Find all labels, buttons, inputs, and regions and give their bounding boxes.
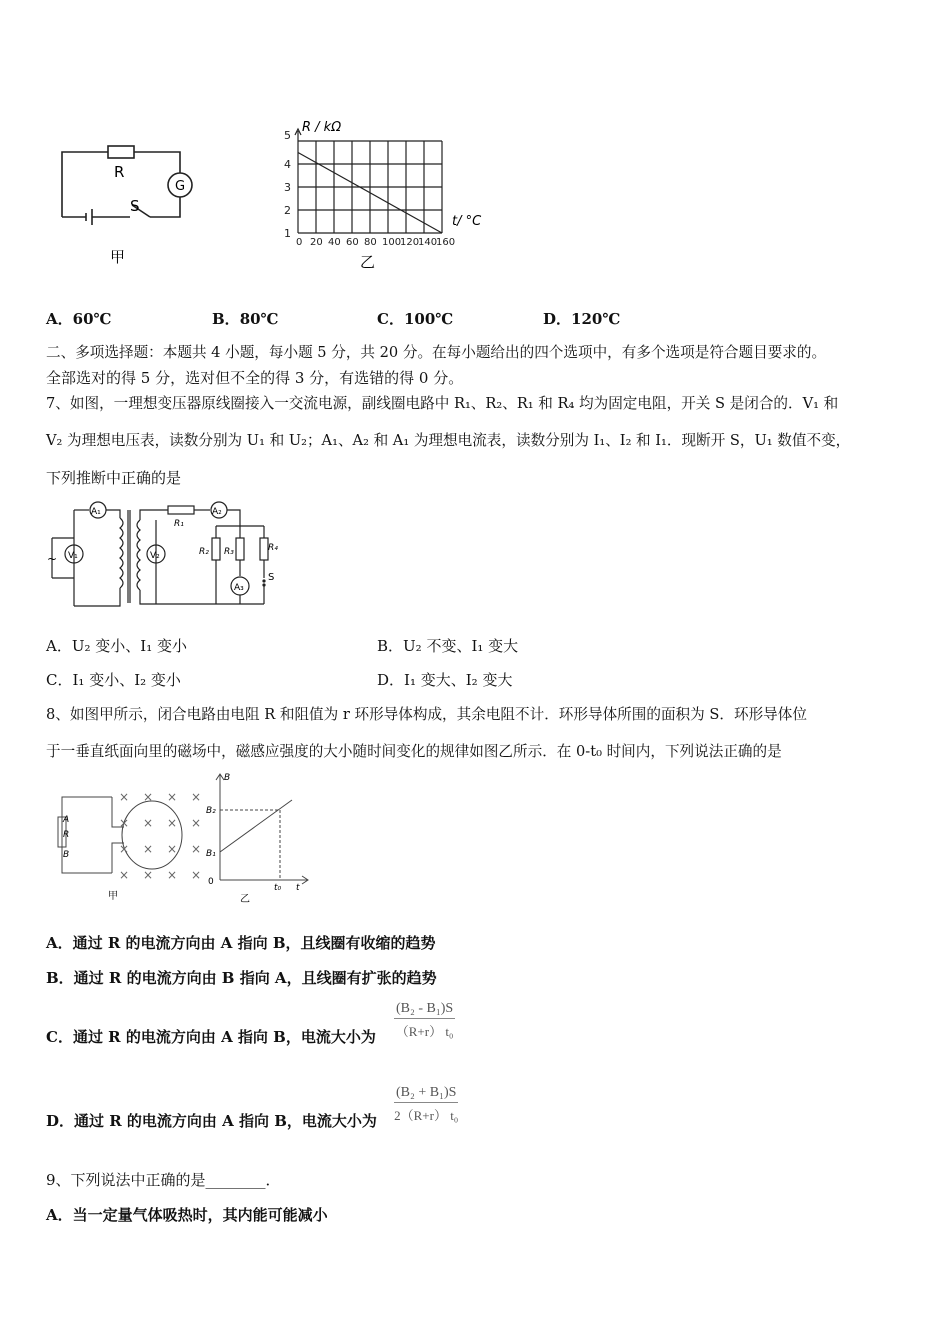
q8-yi-t0: t₀ [274, 883, 282, 893]
q7-option-b[interactable]: B．U₂ 不变、I₁ 变大 [377, 637, 519, 655]
q6-y-tick: 1 [284, 227, 291, 240]
q8-option-d-numerator: (B₂ + B₁)S [394, 1085, 458, 1103]
q7-label-a3: A₃ [234, 583, 244, 593]
section2-instructions-line2: 全部选对的得 5 分，选对但不全的得 3 分，有选错的得 0 分。 [46, 369, 464, 387]
q8-option-c-numerator: (B₂ - B₁)S [394, 1001, 455, 1019]
q6-y-tick: 4 [284, 158, 291, 171]
q6-x-tick: 140 [418, 237, 438, 248]
q7-label-a2: A₂ [212, 507, 222, 517]
q8-yi-b2: B₂ [206, 806, 216, 816]
q6-yi-x-label: t/ °C [452, 214, 482, 229]
q8-graph-yi-figure [200, 768, 320, 908]
q9-option-a[interactable]: A．当一定量气体吸热时，其内能可能减小 [46, 1206, 328, 1224]
magnetic-field-cross-icon: × [191, 816, 202, 830]
q8-option-d[interactable]: D．通过 R 的电流方向由 A 指向 B，电流大小为 [46, 1112, 377, 1130]
magnetic-field-cross-icon: × [119, 868, 130, 882]
q6-x-tick: 80 [364, 237, 377, 248]
q6-option-b[interactable]: B．80℃ [212, 310, 279, 328]
magnetic-field-cross-icon: × [143, 842, 154, 856]
q8-jia-caption: 甲 [108, 891, 118, 902]
q6-jia-label-S: S [130, 197, 140, 215]
q8-option-c-fraction [394, 1001, 455, 1040]
q8-stem-line2: 于一垂直纸面向里的磁场中，磁感应强度的大小随时间变化的规律如图乙所示．在 0-t₀ 时间内，下列说法正确的是 [46, 743, 782, 760]
q8-yi-x-label: t [296, 883, 300, 893]
q6-jia-caption: 甲 [110, 248, 126, 266]
q6-y-tick: 5 [284, 129, 291, 142]
q7-label-r1: R₁ [174, 519, 184, 529]
q6-circuit-jia-figure [50, 135, 200, 270]
magnetic-field-cross-icon: × [143, 790, 154, 804]
magnetic-field-cross-icon: × [119, 816, 130, 830]
q6-option-c[interactable]: C．100℃ [377, 310, 454, 328]
q8-jia-label-b: B [63, 850, 70, 860]
q8-option-d-fraction [394, 1085, 458, 1124]
magnetic-field-cross-icon: × [143, 816, 154, 830]
q7-label-r2: R₂ [199, 547, 209, 557]
q6-option-a[interactable]: A．60℃ [46, 310, 112, 328]
q6-yi-y-label: R / kΩ [302, 120, 342, 135]
q8-loop-jia-figure [50, 785, 200, 910]
q6-option-d[interactable]: D．120℃ [543, 310, 621, 328]
magnetic-field-cross-icon: × [119, 790, 130, 804]
q8-yi-b1: B₁ [206, 849, 216, 859]
q7-transformer-circuit-figure [44, 498, 294, 610]
q6-graph-yi-figure [282, 115, 492, 275]
magnetic-field-cross-icon: × [191, 868, 202, 882]
q6-x-tick: 40 [328, 237, 341, 248]
q8-stem-line1: 8、如图甲所示，闭合电路由电阻 R 和阻值为 r 环形导体构成，其余电阻不计．环形导体所围的面积为 S．环形导体位 [46, 706, 807, 723]
q7-stem-line1: 7、如图，一理想变压器原线圈接入一交流电源，副线圈电路中 R₁、R₂、R₁ 和 R₄ 均为固定电阻，开关 S 是闭合的．V₁ 和 [46, 395, 839, 412]
q8-jia-label-r: R [63, 830, 70, 840]
q7-option-c[interactable]: C．I₁ 变小、I₂ 变小 [46, 671, 181, 689]
section2-instructions-line1: 二、多项选择题：本题共 4 小题，每小题 5 分，共 20 分。在每小题给出的四个选项中，有多个选项是符合题目要求的。 [46, 344, 827, 361]
q7-label-s: S [268, 572, 275, 583]
q6-x-tick: 60 [346, 237, 359, 248]
q6-x-tick: 120 [400, 237, 420, 248]
magnetic-field-cross-icon: × [191, 790, 202, 804]
q6-y-tick: 2 [284, 204, 291, 217]
q6-x-tick: 100 [382, 237, 402, 248]
q7-option-a[interactable]: A．U₂ 变小、I₁ 变小 [46, 637, 187, 655]
q6-yi-caption: 乙 [360, 253, 376, 271]
q8-option-b[interactable]: B．通过 R 的电流方向由 B 指向 A，且线圈有扩张的趋势 [46, 969, 437, 987]
q8-option-c[interactable]: C．通过 R 的电流方向由 A 指向 B，电流大小为 [46, 1028, 376, 1046]
q8-yi-caption: 乙 [240, 894, 250, 905]
q8-yi-y-label: B [224, 773, 231, 783]
q7-stem-line2: V₂ 为理想电压表，读数分别为 U₁ 和 U₂；A₁、A₂ 和 A₁ 为理想电流表，读数分别为 I₁、I₂ 和 I₁．现断开 S，U₁ 数值不变， [46, 432, 851, 449]
q6-x-tick: 20 [310, 237, 323, 248]
q7-label-r3: R₃ [224, 547, 234, 557]
q7-label-r4: R₄ [268, 543, 278, 553]
q8-option-a[interactable]: A．通过 R 的电流方向由 A 指向 B，且线圈有收缩的趋势 [46, 934, 436, 952]
svg-text:~: ~ [47, 552, 58, 566]
q6-x-tick: 160 [436, 237, 456, 248]
q7-option-d[interactable]: D．I₁ 变大、I₂ 变大 [377, 671, 513, 689]
q7-label-v2: V₂ [150, 551, 160, 561]
magnetic-field-cross-icon: × [167, 868, 178, 882]
q6-jia-label-R: R [114, 163, 125, 181]
magnetic-field-cross-icon: × [119, 842, 130, 856]
magnetic-field-cross-icon: × [167, 790, 178, 804]
magnetic-field-cross-icon: × [143, 868, 154, 882]
q8-option-c-denominator: （R+r） t₀ [395, 1024, 454, 1039]
q8-option-d-denominator: 2（R+r） t₀ [394, 1108, 459, 1123]
q7-label-v1: V₁ [68, 551, 78, 561]
q8-jia-label-a: A [63, 815, 70, 825]
magnetic-field-cross-icon: × [191, 842, 202, 856]
q6-x-tick: 0 [296, 237, 303, 248]
q6-y-tick: 3 [284, 181, 291, 194]
q6-jia-label-G: G [175, 179, 186, 194]
q9-stem: 9、下列说法中正确的是________． [46, 1171, 281, 1189]
q8-yi-origin: 0 [208, 877, 214, 887]
magnetic-field-cross-icon: × [167, 816, 178, 830]
magnetic-field-cross-icon: × [167, 842, 178, 856]
q7-stem-line3: 下列推断中正确的是 [46, 469, 182, 487]
q7-label-a1: A₁ [91, 507, 101, 517]
